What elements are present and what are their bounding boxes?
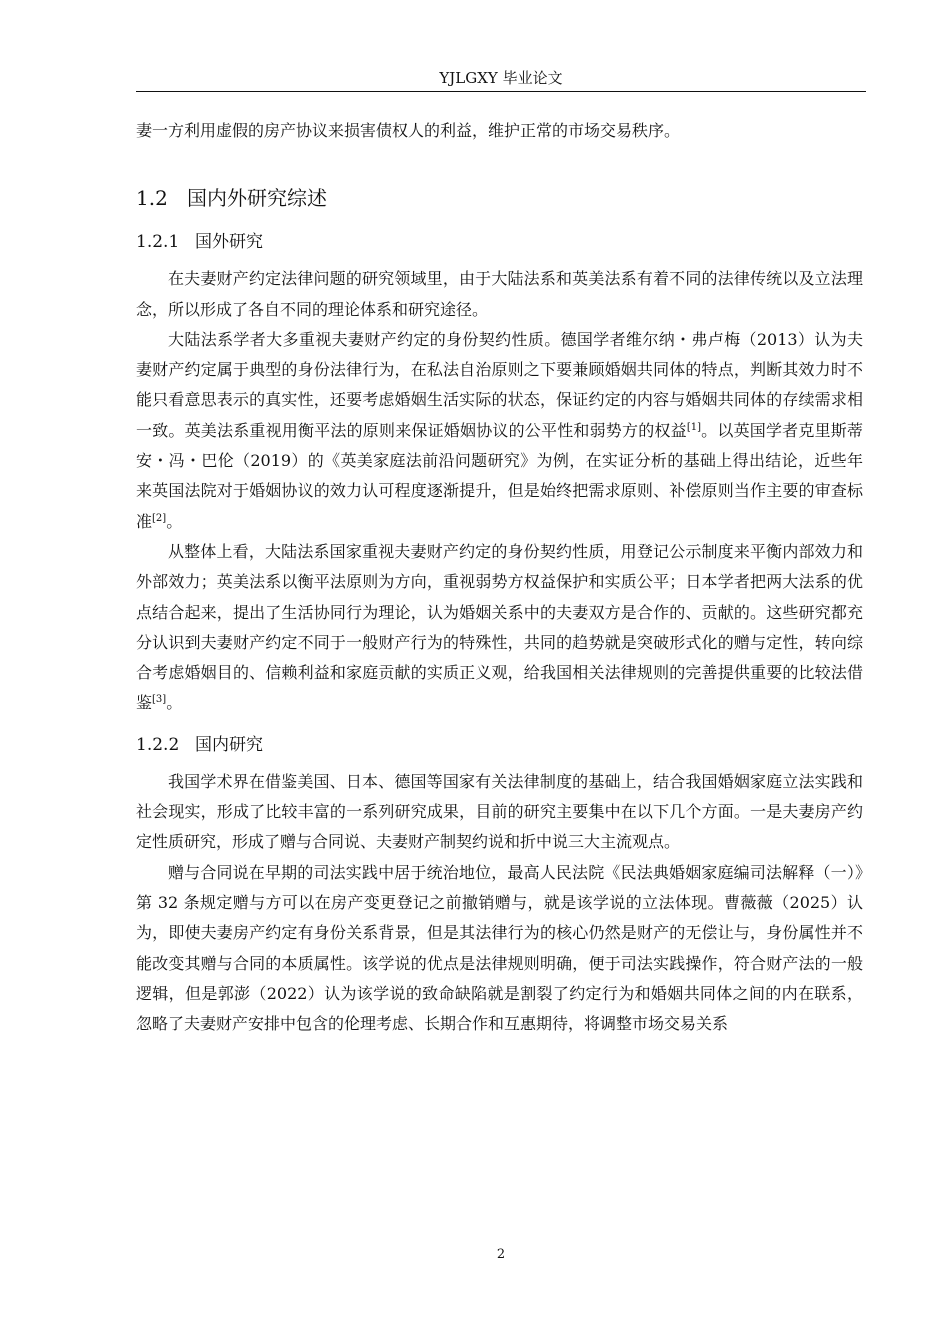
subsection-number: 1.2.2 (136, 734, 180, 755)
paragraph-2 (136, 325, 863, 537)
paragraph-2-part-a: 大陆法系学者大多重视夫妻财产约定的身份契约性质。德国学者维尔纳・弗卢梅（2013）认为夫妻财产约定属于典型的身份法律行为，在私法自治原则之下要兼顾婚姻共同体的特点，判断其效力时不能只看意思表示的真实性，还要考虑婚姻生活实际的状态，保证约定的内容与婚姻共同体的存续需求相一致。英美法系重视用衡平法的原则来保证婚姻协议的公平性和弱势方的权益 (136, 329, 863, 440)
page-number: 2 (496, 1247, 506, 1262)
paragraph-3 (136, 537, 863, 719)
citation-3: [3] (152, 694, 167, 706)
body-text (136, 116, 863, 1039)
header-rule (136, 91, 866, 92)
subsection-title: 国内研究 (195, 734, 263, 755)
citation-1: [1] (686, 421, 701, 433)
section-title: 国内外研究综述 (187, 186, 327, 211)
running-header: YJLGXY 毕业论文 (439, 69, 563, 87)
section-number: 1.2 (136, 186, 168, 211)
subsection-title: 国外研究 (195, 232, 263, 253)
intro-line: 妻一方利用虚假的房产协议来损害债权人的利益，维护正常的市场交易秩序。 (136, 121, 681, 140)
paragraph-3-part-a: 从整体上看，大陆法系国家重视夫妻财产约定的身份契约性质，用登记公示制度来平衡内部效力和外部效力；英美法系以衡平法原则为方向，重视弱势方权益保护和实质公平；日本学者把两大法系的优点结合起来，提出了生活协同行为理论，认为婚姻关系中的夫妻双方是合作的、贡献的。这些研究都充分认识到夫妻财产约定不同于一般财产行为的特殊性，共同的趋势就是突破形式化的赠与定性，转向综合考虑婚姻目的、信赖利益和家庭贡献的实质正义观，给我国相关法律规则的完善提供重要的比较法借鉴 (136, 541, 863, 713)
section-heading-1-2 (136, 184, 863, 212)
paragraph-2-part-c: 。 (166, 511, 183, 531)
paragraph-4: 我国学术界在借鉴美国、日本、德国等国家有关法律制度的基础上，结合我国婚姻家庭立法实践和社会现实，形成了比较丰富的一系列研究成果，目前的研究主要集中在以下几个方面。一是夫妻房产约定性质研究，形成了赠与合同说、夫妻财产制契约说和折中说三大主流观点。 (136, 771, 863, 852)
subsection-heading-1-2-1 (136, 230, 863, 254)
paragraph-5: 赠与合同说在早期的司法实践中居于统治地位，最高人民法院《民法典婚姻家庭编司法解释（一）》第 32 条规定赠与方可以在房产变更登记之前撤销赠与，就是该学说的立法体现。曹薇薇（2025）认为，即使夫妻房产约定有身份关系背景，但是其法律行为的核心仍然是财产的无偿让与，身份属性并不能改变其赠与合同的本质属性。该学说的优点是法律规则明确，便于司法实践操作，符合财产法的一般逻辑，但是郭澎（2022）认为该学说的致命缺陷就是割裂了约定行为和婚姻共同体之间的内在联系，忽略了夫妻财产安排中包含的伦理考虑、长期合作和互惠期待，将调整市场交易关系 (136, 862, 863, 1034)
paragraph-2-part-b: 。以英国学者克里斯蒂安・冯・巴伦（2019）的《英美家庭法前沿问题研究》为例，在实证分析的基础上得出结论，近些年来英国法院对于婚姻协议的效力认可程度逐渐提升，但是始终把需求原则、补偿原则当作主要的审查标准 (136, 420, 863, 531)
paragraph-1: 在夫妻财产约定法律问题的研究领域里，由于大陆法系和英美法系有着不同的法律传统以及立法理念，所以形成了各自不同的理论体系和研究途径。 (136, 269, 863, 319)
paragraph-3-part-b: 。 (166, 693, 183, 713)
citation-2: [2] (152, 512, 167, 524)
subsection-number: 1.2.1 (136, 232, 180, 253)
subsection-heading-1-2-2 (136, 733, 863, 757)
